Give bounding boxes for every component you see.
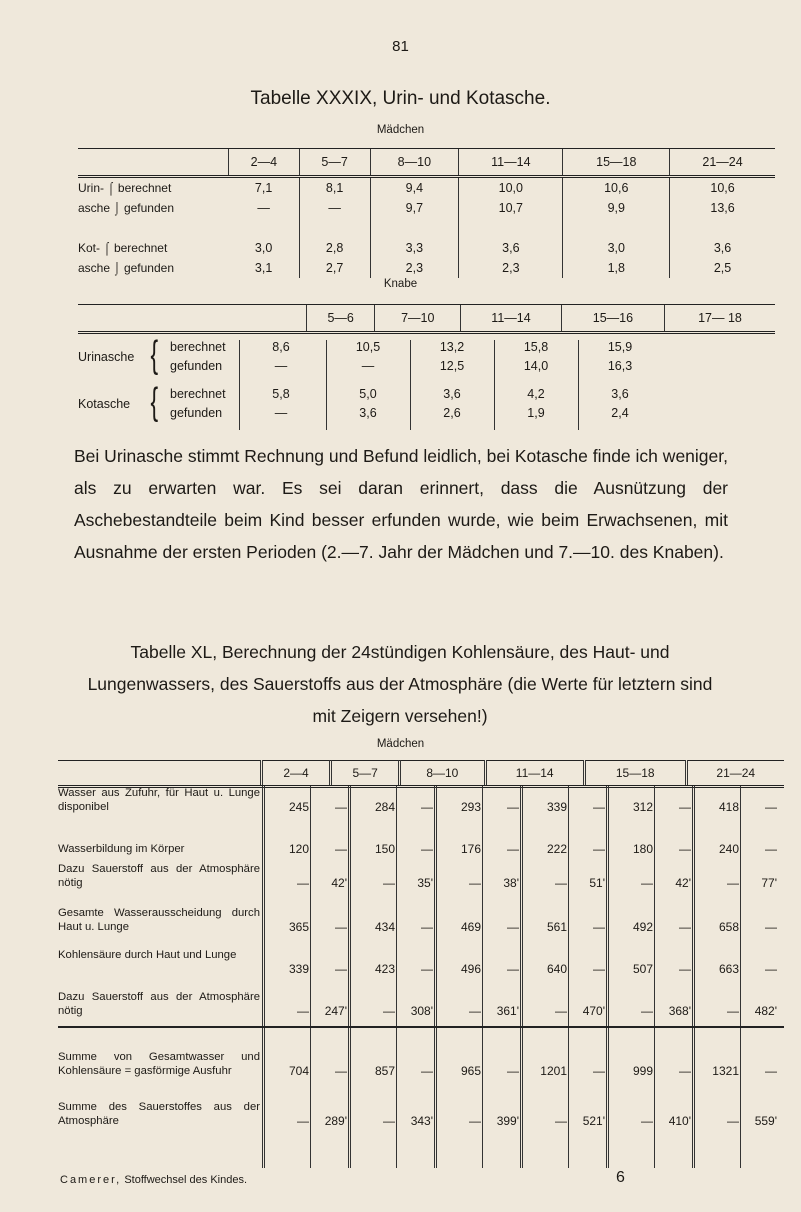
table-row: asche ⌡ gefunden 3,1 2,7 2,3 2,3 1,8 2,5: [78, 258, 775, 278]
row-label: Dazu Sauerstoff aus der Atmosphäre nötig: [58, 863, 260, 889]
row-label: berechnet: [113, 241, 168, 255]
cell: 3,0: [254, 241, 273, 255]
cell: 120: [288, 842, 309, 856]
table39-girls: [78, 148, 775, 278]
cell: 3,0: [563, 238, 670, 258]
cell: —: [679, 842, 691, 856]
cell: —: [297, 1004, 309, 1018]
cell: 999: [632, 1064, 653, 1078]
cell: —: [421, 962, 433, 976]
cell: 470': [582, 1004, 605, 1018]
cell: 343': [410, 1114, 433, 1128]
cell: 35': [417, 876, 433, 890]
row-label: berechnet: [117, 181, 172, 195]
col-header: 5—7: [299, 149, 370, 177]
cell: 399': [496, 1114, 519, 1128]
cell: —: [383, 1004, 395, 1018]
col-header: 17— 18: [664, 305, 775, 333]
cell: 180: [632, 842, 653, 856]
cell: —: [274, 406, 288, 420]
cell: 469: [460, 920, 481, 934]
cell: 1,9: [527, 406, 545, 420]
cell: 339: [546, 800, 567, 814]
cell: —: [555, 876, 567, 890]
cell: —: [555, 1004, 567, 1018]
col-header: 5—7: [331, 761, 400, 787]
cell: 245: [288, 800, 309, 814]
cell: —: [335, 842, 347, 856]
cell: 16,3: [607, 359, 633, 373]
cell: 3,6: [359, 406, 377, 420]
cell: 3,6: [670, 238, 775, 258]
col-header: 2—4: [229, 149, 300, 177]
cell: 42': [331, 876, 347, 890]
cell: 965: [460, 1064, 481, 1078]
col-header: 11—14: [485, 761, 584, 787]
row-label: Kohlensäure durch Haut und Lunge: [58, 949, 237, 961]
cell: 1321: [712, 1064, 739, 1078]
row-group-label: asche: [78, 261, 111, 275]
cell: —: [361, 359, 375, 373]
cell: 10,5: [355, 340, 381, 354]
cell: 10,0: [459, 177, 563, 199]
cell: 13,6: [670, 198, 775, 218]
cell: 312: [632, 800, 653, 814]
row-label: gefunden: [170, 359, 223, 373]
page-number: 81: [392, 38, 409, 55]
cell: 150: [374, 842, 395, 856]
cell: 561: [546, 920, 567, 934]
cell: 13,2: [439, 340, 465, 354]
cell: —: [257, 201, 270, 215]
cell: —: [335, 1064, 347, 1078]
cell: —: [274, 359, 288, 373]
cell: 77': [761, 876, 777, 890]
col-header: 21—24: [670, 149, 775, 177]
row-label: Summe des Sauerstoffes aus der Atmosphäre: [58, 1101, 260, 1127]
cell: —: [297, 876, 309, 890]
cell: 176: [460, 842, 481, 856]
cell: 361': [496, 1004, 519, 1018]
cell: —: [593, 920, 605, 934]
cell: 10,6: [563, 177, 670, 199]
cell: 10,6: [670, 177, 775, 199]
cell: 222: [546, 842, 567, 856]
cell: 284: [374, 800, 395, 814]
table39-title: Tabelle XXXIX, Urin- und Kotasche.: [250, 88, 551, 109]
cell: 7,1: [254, 181, 273, 195]
cell: 857: [374, 1064, 395, 1078]
row-group-label: Kot-: [78, 241, 101, 255]
cell: 3,3: [370, 238, 459, 258]
cell: 2,8: [299, 238, 370, 258]
cell: 559': [754, 1114, 777, 1128]
cell: —: [297, 1114, 309, 1128]
cell: 658: [718, 920, 739, 934]
cell: —: [641, 1004, 653, 1018]
row-label: Summe von Gesamtwasser und Kohlensäure = gasförmige Ausfuhr: [58, 1051, 260, 1077]
cell: —: [507, 1064, 519, 1078]
cell: 5,0: [359, 387, 377, 401]
cell: 12,5: [439, 359, 465, 373]
row-label: berechnet: [170, 340, 226, 354]
cell: 2,4: [611, 406, 629, 420]
cell: —: [421, 842, 433, 856]
cell: 15,9: [607, 340, 633, 354]
cell: —: [593, 1064, 605, 1078]
table40-title: [80, 636, 720, 732]
cell: —: [335, 800, 347, 814]
cell: 38': [503, 876, 519, 890]
body-paragraph: [74, 440, 728, 568]
row-label: gefunden: [170, 406, 223, 420]
cell: —: [641, 876, 653, 890]
cell: 42': [675, 876, 691, 890]
cell: —: [765, 1064, 777, 1078]
cell: —: [593, 962, 605, 976]
cell: 51': [589, 876, 605, 890]
cell: 418: [718, 800, 739, 814]
cell: 308': [410, 1004, 433, 1018]
cell: —: [679, 920, 691, 934]
cell: —: [383, 876, 395, 890]
row-group-label: asche: [78, 201, 111, 215]
cell: —: [727, 1114, 739, 1128]
cell: 507: [632, 962, 653, 976]
table40-title-text: Tabelle XL, Berechnung der 24stündigen Kohlensäure, des Haut- und Lungenwassers, des Sauerstoffs aus der Atmosphäre (die Werte für letztern sind mit Zeigern versehen!): [87, 642, 713, 726]
cell: 2,6: [443, 406, 461, 420]
cell: —: [727, 876, 739, 890]
cell: —: [335, 920, 347, 934]
cell: 9,7: [370, 198, 459, 218]
paragraph-text: Bei Urinasche stimmt Rechnung und Befund leidlich, bei Kotasche finde ich weniger, als zu erwarten war. Es sei daran erinnert, dass die Ausnützung der Aschebestandteile beim Kind besser erfunden wurde, wie beim Erwachsenen, mit Ausnahme der ersten Perioden (2.—7. Jahr der Mädchen und 7.—10. des Knaben).: [74, 446, 728, 562]
cell: —: [593, 842, 605, 856]
cell: 704: [288, 1064, 309, 1078]
row-label: Dazu Sauerstoff aus der Atmosphäre nötig: [58, 991, 260, 1017]
cell: —: [765, 920, 777, 934]
table40-header: [58, 761, 784, 787]
cell: —: [555, 1114, 567, 1128]
row-group-label: Urinasche: [78, 350, 135, 364]
cell: 8,1: [299, 177, 370, 199]
row-label: berechnet: [170, 387, 226, 401]
table39-boys-label: Knabe: [383, 278, 418, 290]
col-header: 5—6: [307, 305, 375, 333]
cell: 293: [460, 800, 481, 814]
col-header: 15—18: [584, 761, 686, 787]
cell: —: [421, 920, 433, 934]
table39-girls-label: Mädchen: [376, 124, 425, 136]
cell: 2,3: [370, 258, 459, 278]
table-row: asche ⌡ gefunden — — 9,7 10,7 9,9 13,6: [78, 198, 775, 218]
cell: 240: [718, 842, 739, 856]
cell: 339: [288, 962, 309, 976]
col-header: 21—24: [686, 761, 784, 787]
cell: 492: [632, 920, 653, 934]
col-header: 15—16: [561, 305, 664, 333]
cell: —: [679, 1064, 691, 1078]
footer-author: Camerer,: [60, 1174, 122, 1186]
cell: —: [507, 962, 519, 976]
cell: 9,9: [563, 198, 670, 218]
col-header: 7—10: [375, 305, 461, 333]
col-header: 15—18: [563, 149, 670, 177]
row-label: gefunden: [123, 201, 175, 215]
footer: [60, 1174, 247, 1186]
cell: 423: [374, 962, 395, 976]
cell: —: [765, 962, 777, 976]
cell: 9,4: [370, 177, 459, 199]
col-header: 11—14: [459, 149, 563, 177]
cell: —: [727, 1004, 739, 1018]
cell: —: [641, 1114, 653, 1128]
table39-boys-header: [78, 305, 775, 333]
cell: —: [299, 198, 370, 218]
cell: 1201: [540, 1064, 567, 1078]
table40: [58, 760, 784, 788]
cell: 3,1: [254, 261, 273, 275]
cell: 4,2: [527, 387, 545, 401]
signature-mark: 6: [616, 1169, 625, 1186]
table40-label: Mädchen: [376, 738, 425, 750]
cell: —: [679, 962, 691, 976]
cell: 2,7: [299, 258, 370, 278]
cell: 496: [460, 962, 481, 976]
table39-boys: [78, 304, 775, 334]
cell: 434: [374, 920, 395, 934]
cell: 368': [668, 1004, 691, 1018]
cell: —: [507, 800, 519, 814]
cell: 10,7: [459, 198, 563, 218]
col-header: 11—14: [461, 305, 562, 333]
cell: —: [469, 1114, 481, 1128]
row-label: gefunden: [123, 261, 175, 275]
cell: 365: [288, 920, 309, 934]
cell: 3,6: [611, 387, 629, 401]
cell: 2,3: [459, 258, 563, 278]
col-header: 8—10: [400, 761, 485, 787]
cell: 2,5: [670, 258, 775, 278]
row-group-label: Urin-: [78, 181, 104, 195]
brace-icon: {: [150, 334, 159, 376]
cell: —: [765, 800, 777, 814]
cell: 521': [582, 1114, 605, 1128]
cell: 14,0: [523, 359, 549, 373]
cell: 5,8: [272, 387, 290, 401]
cell: —: [421, 1064, 433, 1078]
cell: —: [593, 800, 605, 814]
cell: —: [335, 962, 347, 976]
cell: 663: [718, 962, 739, 976]
table-row: Kot- ⌠ berechnet 3,0 2,8 3,3 3,6 3,0 3,6: [78, 238, 775, 258]
cell: 1,8: [563, 258, 670, 278]
cell: —: [383, 1114, 395, 1128]
row-label: Wasser aus Zufuhr, für Haut u. Lunge disponibel: [58, 787, 260, 813]
cell: 410': [668, 1114, 691, 1128]
cell: 3,6: [443, 387, 461, 401]
cell: 15,8: [523, 340, 549, 354]
row-label: Gesamte Wasserausscheidung durch Haut u. Lunge: [58, 907, 260, 933]
cell: 289': [324, 1114, 347, 1128]
cell: —: [421, 800, 433, 814]
cell: 8,6: [272, 340, 290, 354]
cell: —: [469, 1004, 481, 1018]
cell: 482': [754, 1004, 777, 1018]
row-label: Wasserbildung im Körper: [58, 843, 185, 855]
cell: —: [765, 842, 777, 856]
cell: 640: [546, 962, 567, 976]
col-header: 2—4: [262, 761, 331, 787]
row-group-label: Kotasche: [78, 397, 131, 411]
cell: —: [679, 800, 691, 814]
table39-girls-header: [78, 149, 775, 177]
cell: 3,6: [459, 238, 563, 258]
cell: —: [507, 920, 519, 934]
cell: —: [469, 876, 481, 890]
footer-title: Stoffwechsel des Kindes.: [124, 1174, 248, 1186]
cell: —: [507, 842, 519, 856]
table-row: Urin- ⌠ berechnet 7,1 8,1 9,4 10,0 10,6 10,6: [78, 177, 775, 199]
col-header: 8—10: [370, 149, 459, 177]
cell: 247': [324, 1004, 347, 1018]
brace-icon: {: [150, 381, 159, 423]
